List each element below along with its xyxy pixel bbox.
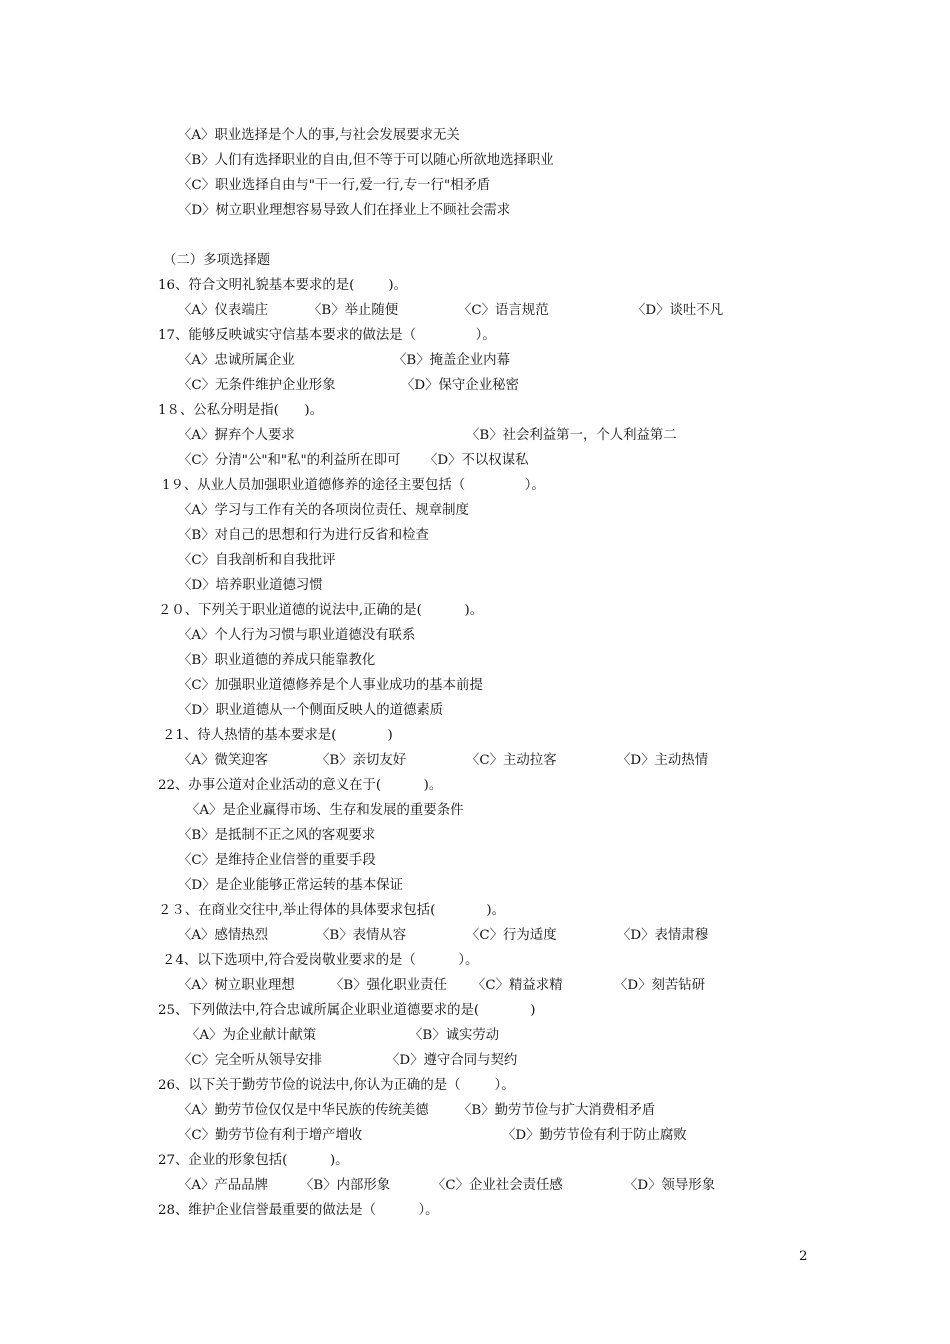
question-18-option-a: 〈A〉摒弃个人要求 (178, 428, 295, 443)
q15-option-d: 〈D〉树立职业理想容易导致人们在择业上不顾社会需求 (178, 203, 511, 218)
q15-option-a: 〈A〉职业选择是个人的事,与社会发展要求无关 (178, 128, 460, 143)
question-24-option-d: 〈D〉刻苦钻研 (614, 978, 706, 993)
question-16-option-d: 〈D〉谈吐不凡 (632, 303, 724, 318)
question-21-option-d: 〈D〉主动热情 (617, 753, 709, 768)
question-24-option-b: 〈B〉强化职业责任 (330, 978, 447, 993)
question-23-option-c: 〈C〉行为适度 (466, 928, 557, 943)
question-26-option-b: 〈B〉勤劳节俭与扩大消费相矛盾 (458, 1103, 656, 1118)
question-24-stem: ２4、以下选项中,符合爱岗敬业要求的是（ ）。 (162, 953, 479, 968)
question-24-option-c: 〈C〉精益求精 (472, 978, 563, 993)
question-20-option-d: 〈D〉职业道德从一个侧面反映人的道德素质 (178, 703, 444, 718)
question-26-option-d: 〈D〉勤劳节俭有利于防止腐败 (502, 1128, 687, 1143)
question-21-stem: ２1、待人热情的基本要求是( ) (162, 728, 393, 743)
question-26-stem: 26、以下关于勤劳节俭的说法中,你认为正确的是（ ）。 (158, 1078, 515, 1093)
question-21-option-a: 〈A〉微笑迎客 (178, 753, 269, 768)
question-19-option-d: 〈D〉培养职业道德习惯 (178, 578, 323, 593)
question-25-option-d: 〈D〉遵守合同与契约 (386, 1053, 518, 1068)
question-27-stem: 27、企业的形象包括( )。 (158, 1153, 349, 1168)
question-16-option-a: 〈A〉仪表端庄 (178, 303, 269, 318)
question-18-stem: 1８、公私分明是指( )。 (158, 403, 324, 418)
question-23-option-a: 〈A〉感情热烈 (178, 928, 269, 943)
question-27-option-b: 〈B〉内部形象 (300, 1178, 391, 1193)
question-25-option-b: 〈B〉诚实劳动 (409, 1028, 500, 1043)
question-17-option-c: 〈C〉无条件维护企业形象 (178, 378, 336, 393)
question-16-stem: 16、符合文明礼貌基本要求的是( )。 (158, 278, 408, 293)
question-20-stem: ２０、下列关于职业道德的说法中,正确的是( )。 (158, 603, 484, 618)
question-22-option-d: 〈D〉是企业能够正常运转的基本保证 (178, 878, 403, 893)
question-16-option-c: 〈C〉语言规范 (458, 303, 549, 318)
question-18-option-c: 〈C〉分清"公"和"私"的利益所在即可 (178, 453, 401, 468)
question-27-option-a: 〈A〉产品品牌 (178, 1178, 269, 1193)
question-20-option-c: 〈C〉加强职业道德修养是个人事业成功的基本前提 (178, 678, 483, 693)
question-22-stem: 22、办事公道对企业活动的意义在于( )。 (158, 778, 443, 793)
question-17-option-a: 〈A〉忠诚所属企业 (178, 353, 295, 368)
q15-option-c: 〈C〉职业选择自由与"干一行,爱一行,专一行"相矛盾 (178, 178, 491, 193)
question-28-stem: 28、维护企业信誉最重要的做法是（ ）。 (158, 1203, 439, 1218)
question-23-option-d: 〈D〉表情肃穆 (617, 928, 709, 943)
question-23-option-b: 〈B〉表情从容 (316, 928, 407, 943)
question-26-option-c: 〈C〉勤劳节俭有利于增产增收 (178, 1128, 363, 1143)
question-25-option-a: 〈A〉为企业献计献策 (186, 1028, 317, 1043)
section-heading: （二）多项选择题 (163, 253, 271, 268)
question-20-option-b: 〈B〉职业道德的养成只能靠教化 (178, 653, 376, 668)
question-19-option-b: 〈B〉对自己的思想和行为进行反省和检查 (178, 528, 429, 543)
question-21-option-c: 〈C〉主动拉客 (466, 753, 557, 768)
question-19-option-a: 〈A〉学习与工作有关的各项岗位责任、规章制度 (178, 503, 469, 518)
question-24-option-a: 〈A〉树立职业理想 (178, 978, 295, 993)
question-26-option-a: 〈A〉勤劳节俭仅仅是中华民族的传统美德 (178, 1103, 429, 1118)
question-22-option-b: 〈B〉是抵制不正之风的客观要求 (178, 828, 376, 843)
question-18-option-d: 〈D〉不以权谋私 (424, 453, 529, 468)
question-27-option-c: 〈C〉企业社会责任感 (432, 1178, 563, 1193)
question-19-option-c: 〈C〉自我剖析和自我批评 (178, 553, 336, 568)
question-27-option-d: 〈D〉领导形象 (624, 1178, 716, 1193)
question-17-stem: 17、能够反映诚实守信基本要求的做法是（ ）。 (158, 328, 496, 343)
question-25-stem: 25、下列做法中,符合忠诚所属企业职业道德要求的是( ) (158, 1003, 536, 1018)
question-21-option-b: 〈B〉亲切友好 (316, 753, 407, 768)
question-23-stem: ２３、在商业交往中,举止得体的具体要求包括( )。 (158, 903, 505, 918)
question-25-option-c: 〈C〉完全听从领导安排 (178, 1053, 323, 1068)
question-16-option-b: 〈B〉举止随便 (308, 303, 399, 318)
question-17-option-b: 〈B〉掩盖企业内幕 (393, 353, 510, 368)
question-19-stem: 1９、从业人员加强职业道德修养的途径主要包括（ ）。 (162, 478, 545, 493)
question-20-option-a: 〈A〉个人行为习惯与职业道德没有联系 (178, 628, 416, 643)
question-18-option-b: 〈B〉社会利益第一，个人利益第二 (466, 428, 677, 443)
q15-option-b: 〈B〉人们有选择职业的自由,但不等于可以随心所欲地选择职业 (178, 153, 554, 168)
question-22-option-c: 〈C〉是维持企业信誉的重要手段 (178, 853, 376, 868)
question-17-option-d: 〈D〉保守企业秘密 (401, 378, 519, 393)
page-number: 2 (799, 1249, 808, 1264)
question-22-option-a: 〈A〉是企业赢得市场、生存和发展的重要条件 (186, 803, 464, 818)
